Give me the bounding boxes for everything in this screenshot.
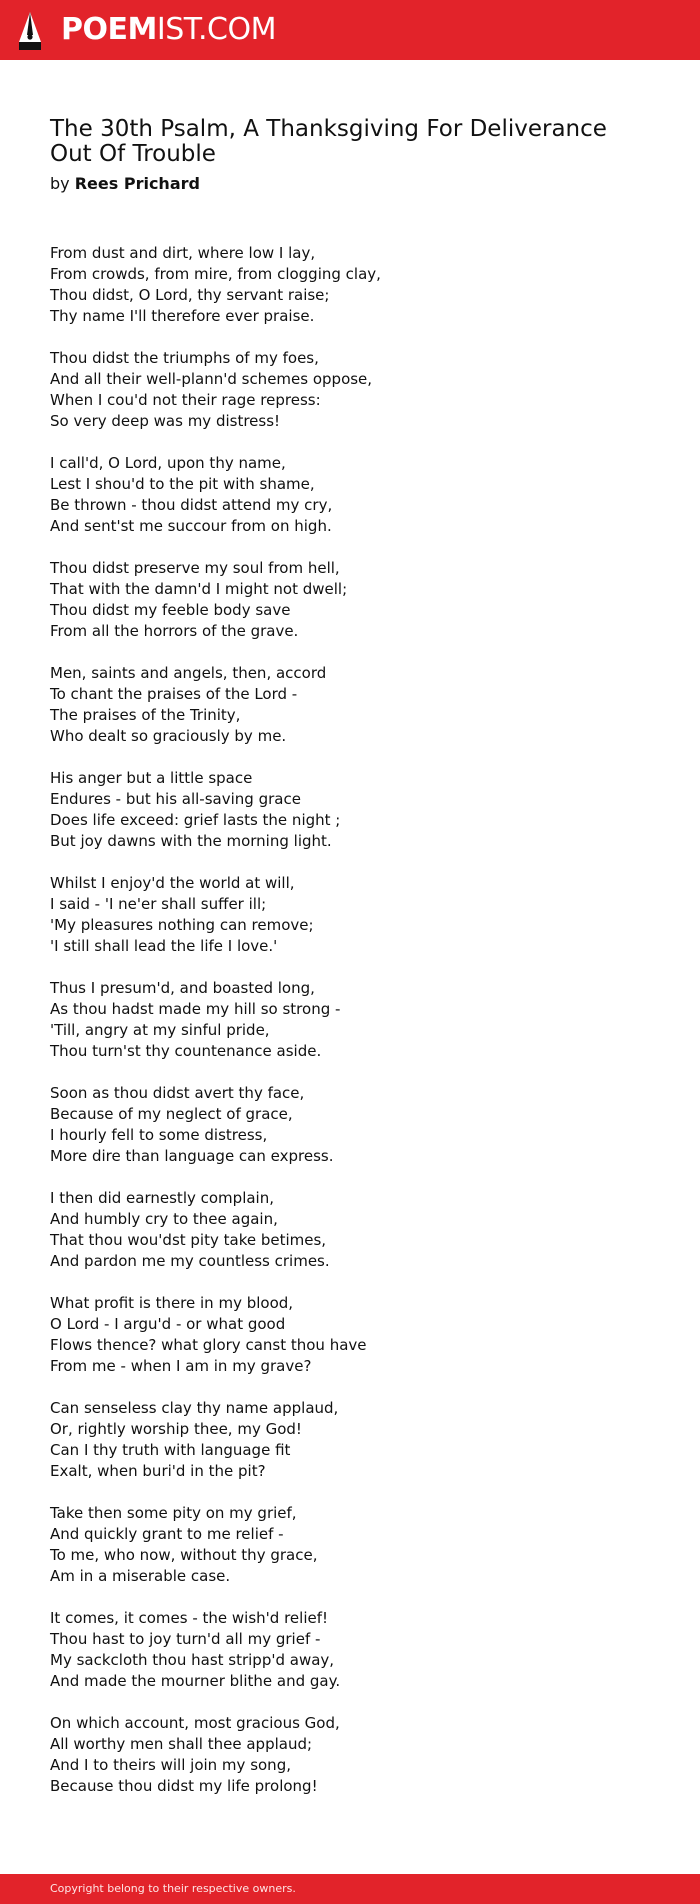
stanza — [50, 768, 650, 852]
poem-line: As thou hadst made my hill so strong - — [50, 1000, 341, 1018]
poem-title: The 30th Psalm, A Thanksgiving For Deliverance Out Of Trouble — [50, 116, 607, 167]
byline-prefix: by — [50, 174, 70, 193]
logo-brand-bold: POEM — [61, 12, 157, 47]
poem-line: Can I thy truth with language fit — [50, 1441, 291, 1459]
stanza — [50, 1188, 650, 1272]
poem-line: The praises of the Trinity, — [50, 706, 241, 724]
poem-line: Thou didst preserve my soul from hell, — [50, 559, 340, 577]
poem-line: Exalt, when buri'd in the pit? — [50, 1462, 266, 1480]
stanza — [50, 978, 650, 1062]
poem-line: From crowds, from mire, from clogging clay, — [50, 265, 381, 283]
poem-line: His anger but a little space — [50, 769, 253, 787]
poem-line: Lest I shou'd to the pit with shame, — [50, 475, 315, 493]
poem-line: Thou hast to joy turn'd all my grief - — [50, 1630, 321, 1648]
poem-line: Thy name I'll therefore ever praise. — [50, 307, 315, 325]
poem-line: Whilst I enjoy'd the world at will, — [50, 874, 295, 892]
poem-line: Thou didst the triumphs of my foes, — [50, 349, 319, 367]
site-header — [0, 0, 700, 60]
poem-line: I hourly fell to some distress, — [50, 1126, 268, 1144]
poem-body — [50, 243, 650, 1818]
byline — [50, 173, 200, 195]
site-footer — [0, 1874, 700, 1904]
stanza — [50, 1713, 650, 1797]
poem-line: Thus I presum'd, and boasted long, — [50, 979, 315, 997]
poem-line: Because thou didst my life prolong! — [50, 1777, 318, 1795]
stanza — [50, 558, 650, 642]
poem-line: To me, who now, without thy grace, — [50, 1546, 318, 1564]
poem-line: Flows thence? what glory canst thou have — [50, 1336, 367, 1354]
poem-line: To chant the praises of the Lord - — [50, 685, 298, 703]
poem-line: It comes, it comes - the wish'd relief! — [50, 1609, 329, 1627]
poem-line: Am in a miserable case. — [50, 1567, 231, 1585]
poem-line: 'My pleasures nothing can remove; — [50, 916, 314, 934]
poem-line: Soon as thou didst avert thy face, — [50, 1084, 305, 1102]
stanza — [50, 1083, 650, 1167]
stanza — [50, 453, 650, 537]
copyright-text: Copyright belong to their respective owners. — [50, 1882, 296, 1895]
poem-line: From all the horrors of the grave. — [50, 622, 299, 640]
poem-line: And made the mourner blithe and gay. — [50, 1672, 341, 1690]
poem-line: Does life exceed: grief lasts the night ; — [50, 811, 341, 829]
poem-line: Endures - but his all-saving grace — [50, 790, 301, 808]
site-logo[interactable] — [61, 12, 276, 48]
poem-line: And quickly grant to me relief - — [50, 1525, 284, 1543]
poem-line: I then did earnestly complain, — [50, 1189, 274, 1207]
pen-nib-icon[interactable] — [17, 11, 43, 51]
poem-line: I said - 'I ne'er shall suffer ill; — [50, 895, 267, 913]
stanza — [50, 243, 650, 327]
stanza — [50, 873, 650, 957]
poem-line: My sackcloth thou hast stripp'd away, — [50, 1651, 335, 1669]
poem-line: Thou didst, O Lord, thy servant raise; — [50, 286, 330, 304]
stanza — [50, 1608, 650, 1692]
poem-line: Can senseless clay thy name applaud, — [50, 1399, 339, 1417]
poem-line: All worthy men shall thee applaud; — [50, 1735, 313, 1753]
poem-line: 'I still shall lead the life I love.' — [50, 937, 278, 955]
poem-line: And pardon me my countless crimes. — [50, 1252, 330, 1270]
stanza — [50, 1398, 650, 1482]
poem-line: 'Till, angry at my sinful pride, — [50, 1021, 270, 1039]
poem-line: More dire than language can express. — [50, 1147, 334, 1165]
poem-line: What profit is there in my blood, — [50, 1294, 294, 1312]
poem-line: Take then some pity on my grief, — [50, 1504, 297, 1522]
poem-line: When I cou'd not their rage repress: — [50, 391, 321, 409]
poem-line: Who dealt so graciously by me. — [50, 727, 287, 745]
poem-line: That with the damn'd I might not dwell; — [50, 580, 348, 598]
poem-line: That thou wou'dst pity take betimes, — [50, 1231, 327, 1249]
poem-line: Or, rightly worship thee, my God! — [50, 1420, 302, 1438]
stanza — [50, 348, 650, 432]
poem-line: Thou didst my feeble body save — [50, 601, 291, 619]
stanza — [50, 1503, 650, 1587]
poem-line: So very deep was my distress! — [50, 412, 281, 430]
poem-line: Be thrown - thou didst attend my cry, — [50, 496, 333, 514]
logo-brand-light: IST.COM — [156, 12, 276, 47]
poem-line: And humbly cry to thee again, — [50, 1210, 278, 1228]
poem-line: O Lord - I argu'd - or what good — [50, 1315, 286, 1333]
poem-line: I call'd, O Lord, upon thy name, — [50, 454, 286, 472]
stanza — [50, 1293, 650, 1377]
poem-line: And all their well-plann'd schemes oppose, — [50, 370, 373, 388]
poem-line: Thou turn'st thy countenance aside. — [50, 1042, 322, 1060]
poem-line: But joy dawns with the morning light. — [50, 832, 332, 850]
poem-line: From me - when I am in my grave? — [50, 1357, 312, 1375]
poem-line: And sent'st me succour from on high. — [50, 517, 332, 535]
poem-line: On which account, most gracious God, — [50, 1714, 340, 1732]
poem-line: From dust and dirt, where low I lay, — [50, 244, 316, 262]
poem-line: Because of my neglect of grace, — [50, 1105, 293, 1123]
poem-line: Men, saints and angels, then, accord — [50, 664, 327, 682]
stanza — [50, 663, 650, 747]
author-name: Rees Prichard — [74, 174, 200, 193]
poem-line: And I to theirs will join my song, — [50, 1756, 291, 1774]
